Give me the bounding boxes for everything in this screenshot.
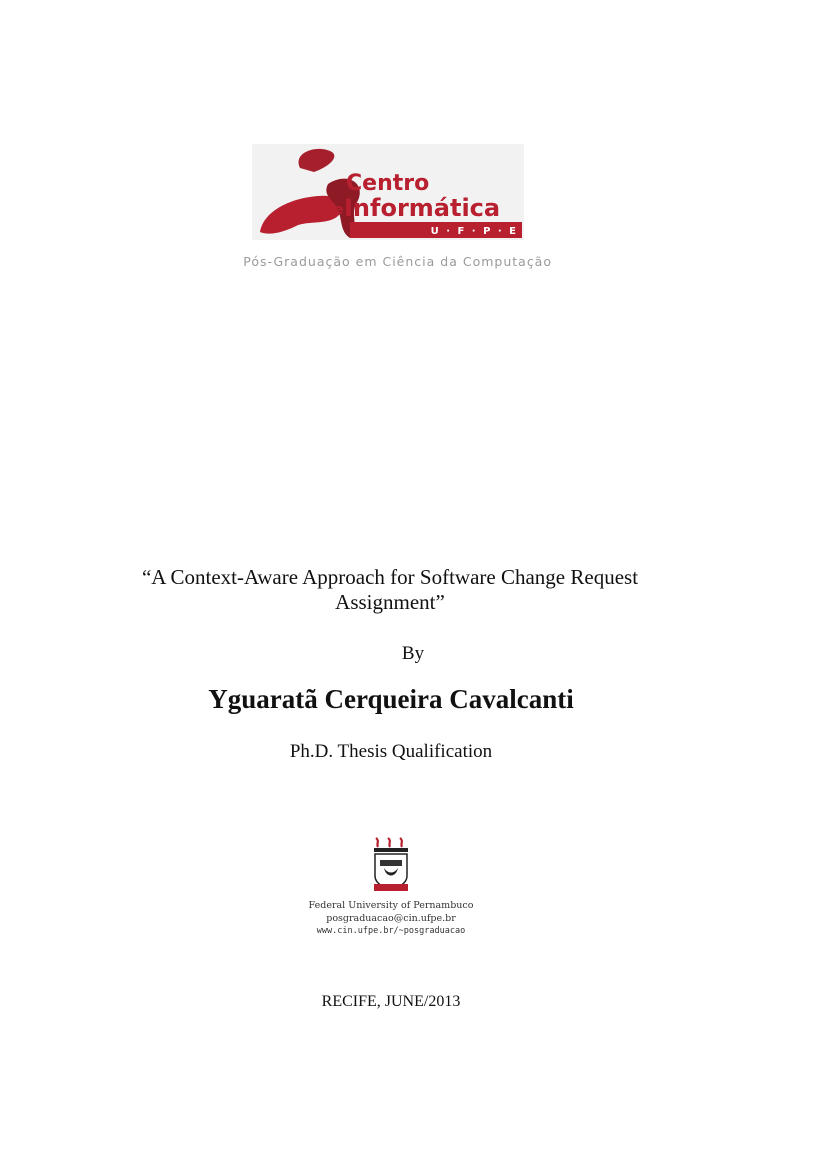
cin-logo xyxy=(200,140,560,275)
cin-logo-graphic xyxy=(200,140,530,252)
logo-centro-text: Centro xyxy=(346,171,430,196)
ufpe-crest-icon xyxy=(370,836,412,894)
place-and-date: RECIFE, JUNE/2013 xyxy=(321,993,461,1010)
contact-email: posgraduacao@cin.ufpe.br xyxy=(326,913,456,924)
logo-informatica-text: Informática xyxy=(344,194,501,222)
program-url: www.cin.ufpe.br/~posgraduacao xyxy=(316,926,466,936)
degree-label: Ph.D. Thesis Qualification xyxy=(289,741,493,762)
author-name: Yguaratã Cerqueira Cavalcanti xyxy=(208,684,574,714)
by-label: By xyxy=(401,643,425,664)
thesis-title: “A Context-Aware Approach for Software Change Request Assignment” xyxy=(141,565,639,614)
logo-ufpe-text: U · F · P · E xyxy=(430,226,518,237)
logo-de-text: de xyxy=(324,202,344,218)
university-name: Federal University of Pernambuco xyxy=(308,900,474,911)
logo-subtitle: Pós-Graduação em Ciência da Computação xyxy=(243,254,552,269)
